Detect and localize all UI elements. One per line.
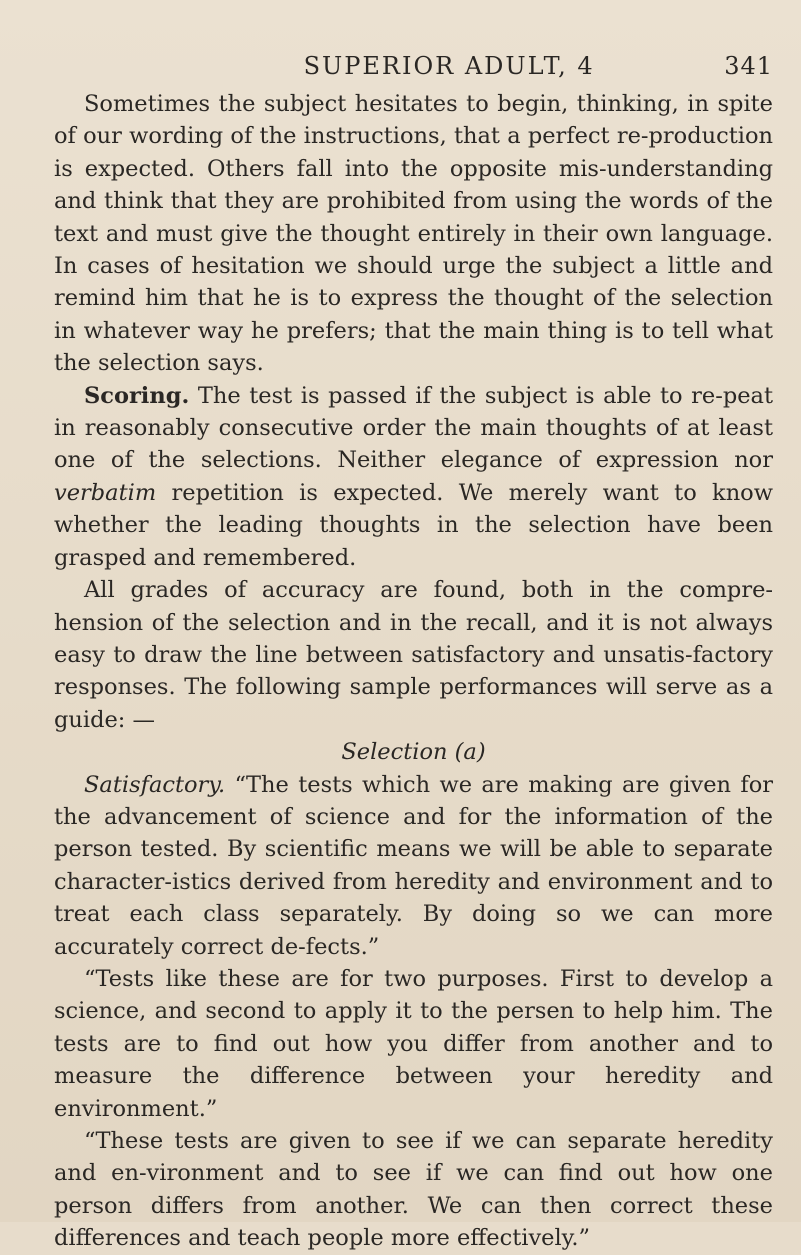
running-head bbox=[54, 52, 773, 88]
paragraph-quote-three: “These tests are given to see if we can separate heredity and en-vironment and to see if we can find out how one person differs from another. We can then correct these differences and teach people more effectively.” bbox=[54, 1128, 773, 1252]
paragraph-quote-two: “Tests like these are for two purposes. First to develop a science, and second to apply it to the persen to help him. The tests are to find out how you differ from another and to measure the difference between your heredity and environment.” bbox=[54, 965, 773, 1122]
satisfactory-quote: “The tests which we are making are given for the advancement of science and for the information of the person tested. By scientific means we will be able to separate character-istics derived from heredity and environment and to treat each class separately. By doing so we can more accurately correct de-fects.” bbox=[54, 771, 773, 960]
paragraph-scoring bbox=[54, 380, 773, 574]
paragraph-hesitation: Sometimes the subject hesitates to begin, thinking, in spite of our wording of the instructions, that a perfect re-production is expected. Others fall into the opposite mis-understanding and think that they are prohibited from using the words of the text and must give the thought entirely in their own language. In cases of hesitation we should urge the subject a little and remind him that he is to express the thought of the selection in whatever way he prefers; that the main thing is to tell what the selection says. bbox=[54, 91, 773, 377]
scoring-italic-word: verbatim bbox=[54, 479, 157, 506]
page-number: 341 bbox=[724, 52, 773, 80]
scoring-run-in-heading: Scoring. bbox=[84, 382, 190, 409]
scoring-text-a: The test is passed if the subject is able to re-peat in reasonably consecutive order the main thoughts of at least one of the selections. Neither elegance of expression nor bbox=[54, 382, 773, 474]
scoring-text-b: repetition is expected. We merely want to know whether the leading thoughts in the selection have been grasped and remembered. bbox=[54, 479, 773, 571]
paragraph-satisfactory bbox=[54, 769, 773, 963]
running-title: SUPERIOR ADULT, 4 bbox=[303, 52, 595, 80]
body-text bbox=[54, 88, 773, 1255]
selection-heading: Selection (a) bbox=[341, 739, 486, 766]
paragraph-accuracy: All grades of accuracy are found, both in the compre-hension of the selection and in the recall, and it is not always easy to draw the line between satisfactory and unsatis-factory responses. The following sample performances will serve as a guide: — bbox=[54, 577, 773, 733]
satisfactory-run-in: Satisfactory. bbox=[84, 771, 226, 798]
